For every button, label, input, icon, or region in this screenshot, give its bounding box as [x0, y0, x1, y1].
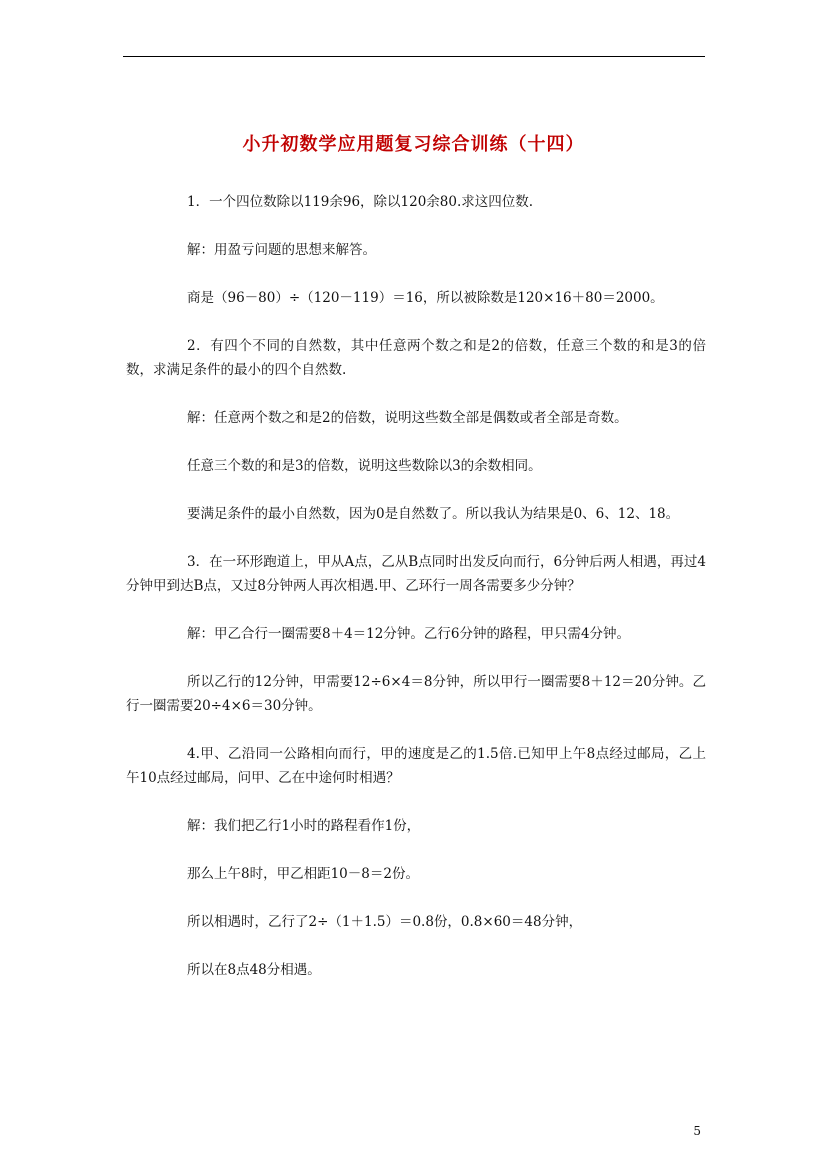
problem-2-solution-3: 要满足条件的最小自然数，因为0是自然数了。所以我认为结果是0、6、12、18。 — [187, 506, 680, 522]
problem-4-solution-3: 所以相遇时，乙行了2÷（1＋1.5）＝0.8份，0.8×60＝48分钟， — [187, 914, 583, 930]
header-rule — [123, 56, 705, 57]
problem-4-solution-4: 所以在8点48分相遇。 — [187, 962, 321, 978]
page-number: 5 — [693, 1124, 701, 1138]
problem-2-solution-2: 任意三个数的和是3的倍数，说明这些数除以3的余数相同。 — [187, 458, 542, 474]
problem-1-solution-intro: 解：用盈亏问题的思想来解答。 — [187, 242, 376, 258]
problem-1-solution-calc: 商是（96－80）÷（120－119）＝16，所以被除数是120×16＋80＝2000。 — [187, 290, 664, 306]
problem-3-solution-1: 解：甲乙合行一圈需要8＋4＝12分钟。乙行6分钟的路程，甲只需4分钟。 — [187, 626, 631, 642]
problem-4-solution-1: 解：我们把乙行1小时的路程看作1份， — [187, 818, 421, 834]
problem-3-text: 3．在一环形跑道上，甲从A点，乙从B点同时出发反向而行，6分钟后两人相遇，再过4分钟甲到达B点，又过8分钟两人再次相遇.甲、乙环行一周各需要多少分钟？ — [126, 554, 706, 594]
problem-4-text: 4.甲、乙沿同一公路相向而行，甲的速度是乙的1.5倍.已知甲上午8点经过邮局，乙上午10点经过邮局，问甲、乙在中途何时相遇？ — [126, 746, 706, 786]
problem-3-solution-2: 所以乙行的12分钟，甲需要12÷6×4＝8分钟，所以甲行一圈需要8＋12＝20分钟。乙行一圈需要20÷4×6＝30分钟。 — [126, 674, 706, 714]
problem-2-solution-1: 解：任意两个数之和是2的倍数，说明这些数全部是偶数或者全部是奇数。 — [187, 410, 628, 426]
page-title: 小升初数学应用题复习综合训练（十四） — [242, 134, 585, 155]
problem-4-solution-2: 那么上午8时，甲乙相距10－8＝2份。 — [187, 866, 419, 882]
problem-1-text: 1．一个四位数除以119余96，除以120余80.求这四位数. — [187, 194, 534, 210]
problem-2-text: 2．有四个不同的自然数，其中任意两个数之和是2的倍数，任意三个数的和是3的倍数，求满足条件的最小的四个自然数. — [126, 338, 706, 378]
document-body — [126, 190, 706, 982]
